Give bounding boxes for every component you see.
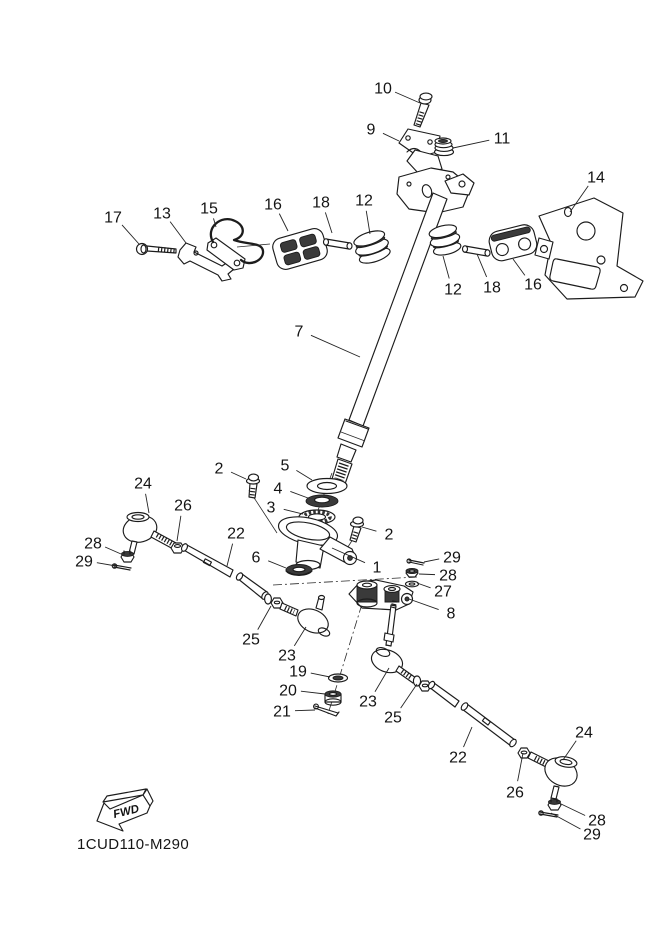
leader-line-5: [296, 470, 312, 480]
part-callout-26[interactable]: 26: [174, 497, 192, 515]
leader-line-8: [409, 599, 439, 610]
part-callout-18[interactable]: 18: [483, 279, 501, 297]
part-callout-12[interactable]: 12: [444, 281, 462, 299]
leader-line-2: [231, 472, 246, 479]
leader-line-17: [122, 225, 139, 244]
leader-line-10: [395, 92, 420, 103]
part-callout-25[interactable]: 25: [242, 631, 260, 649]
fwd-arrow: [97, 789, 153, 831]
part-callout-28[interactable]: 28: [439, 567, 457, 585]
part-callout-29[interactable]: 29: [75, 553, 93, 571]
right-tie-rod-chain-drawing: [368, 600, 582, 817]
leader-line-25: [401, 684, 417, 708]
leader-line-29: [551, 813, 580, 829]
leader-line-12: [366, 211, 370, 234]
part-callout-16[interactable]: 16: [264, 196, 282, 214]
part-callout-3[interactable]: 3: [266, 499, 276, 517]
bolt-drawing-10: [414, 93, 432, 127]
leader-line-26: [177, 516, 181, 541]
leader-line-12: [443, 256, 449, 278]
leader-line-16: [513, 259, 525, 275]
part-callout-15[interactable]: 15: [200, 200, 218, 218]
part-callout-4[interactable]: 4: [273, 480, 283, 498]
part-callout-27[interactable]: 27: [434, 583, 452, 601]
part-callout-29[interactable]: 29: [443, 549, 461, 567]
fastener-stack-drawing-19-20-21: [314, 674, 348, 716]
leader-line-27: [417, 583, 431, 588]
part-callout-25[interactable]: 25: [384, 709, 402, 727]
part-callout-26[interactable]: 26: [506, 784, 524, 802]
part-callout-2[interactable]: 2: [384, 526, 394, 544]
leader-line-9: [383, 133, 399, 141]
part-callout-28[interactable]: 28: [588, 812, 606, 830]
leader-line-18: [325, 212, 332, 233]
leader-line-28: [105, 547, 121, 554]
part-callout-19[interactable]: 19: [289, 663, 307, 681]
part-callout-22[interactable]: 22: [227, 525, 245, 543]
leader-line-20: [301, 691, 325, 694]
part-callout-2[interactable]: 2: [214, 460, 224, 478]
leader-line-25: [258, 606, 271, 630]
leader-line-29: [424, 559, 439, 562]
part-callout-5[interactable]: 5: [280, 457, 290, 475]
part-callout-10[interactable]: 10: [374, 80, 392, 98]
part-callout-7[interactable]: 7: [294, 323, 304, 341]
leader-line-6: [268, 561, 286, 568]
flange-bolt-drawing-2-left: [247, 474, 260, 498]
part-callout-1[interactable]: 1: [372, 559, 382, 577]
part-callout-28[interactable]: 28: [84, 535, 102, 553]
leader-line-11: [453, 140, 489, 148]
seal-drawing-6: [286, 565, 312, 576]
part-callout-22[interactable]: 22: [449, 749, 467, 767]
part-callout-16[interactable]: 16: [524, 276, 542, 294]
part-callout-24[interactable]: 24: [575, 724, 593, 742]
leader-line-24: [146, 494, 149, 513]
part-callout-12[interactable]: 12: [355, 192, 373, 210]
leader-line-23: [375, 668, 389, 692]
part-callout-23[interactable]: 23: [359, 693, 377, 711]
part-callout-11[interactable]: 11: [493, 130, 511, 148]
part-callout-29[interactable]: 29: [583, 826, 601, 844]
steering-shaft-drawing-7: [332, 193, 447, 486]
part-callout-21[interactable]: 21: [273, 703, 291, 721]
fwd-label: FWD: [112, 803, 141, 822]
part-callout-23[interactable]: 23: [278, 647, 296, 665]
leader-line-13: [170, 222, 186, 243]
part-callout-24[interactable]: 24: [134, 475, 152, 493]
part-callout-13[interactable]: 13: [153, 205, 171, 223]
leader-line-28: [559, 803, 585, 816]
part-callout-8[interactable]: 8: [446, 605, 456, 623]
leader-line-23: [294, 627, 306, 646]
part-callout-6[interactable]: 6: [251, 549, 261, 567]
flange-bolt-drawing-2-right: [350, 517, 364, 542]
lower-arm-drawing-8: [349, 580, 413, 610]
fastener-stack-drawing-27-28-29: [406, 559, 425, 587]
leader-line-22: [227, 544, 233, 566]
part-callout-14[interactable]: 14: [587, 169, 605, 187]
part-callout-18[interactable]: 18: [312, 194, 330, 212]
leader-line-3: [284, 509, 303, 514]
pitman-bracket-drawing-1: [276, 512, 357, 569]
leader-line-16: [279, 214, 288, 231]
leader-line-19: [311, 673, 330, 677]
leader-line-7: [311, 335, 360, 357]
leader-line-21: [295, 710, 315, 711]
leader-line-18: [477, 254, 487, 277]
leader-line-4: [290, 491, 308, 498]
bushing-drawing-11: [435, 138, 454, 156]
leader-line-22: [463, 727, 472, 747]
leader-line-28: [419, 574, 435, 575]
part-callout-20[interactable]: 20: [279, 682, 297, 700]
leader-line-2: [362, 527, 376, 531]
part-callout-9[interactable]: 9: [366, 121, 376, 139]
diagram-code: 1CUD110-M290: [77, 836, 190, 853]
part-callout-17[interactable]: 17: [104, 209, 122, 227]
